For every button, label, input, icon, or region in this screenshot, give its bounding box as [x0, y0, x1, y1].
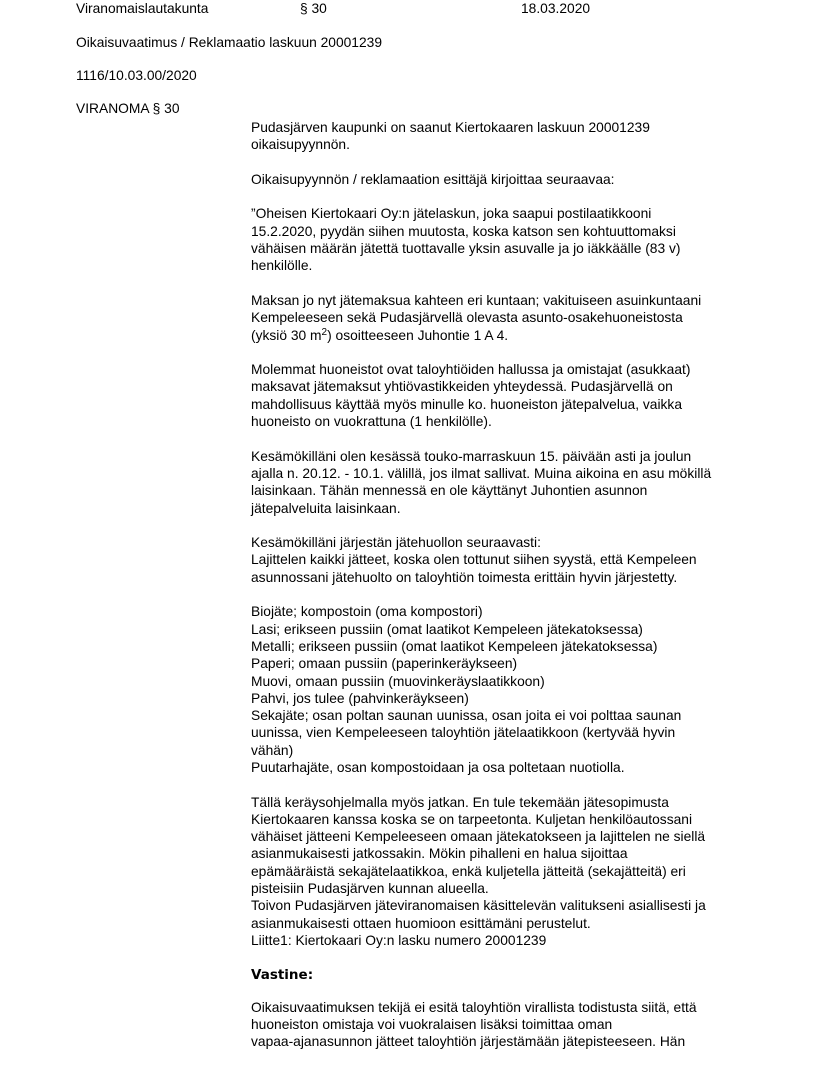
list-item: Puutarhajäte, osan kompostoidaan ja osa poltetaan nuotiolla.: [251, 759, 625, 775]
list-item: Sekajäte; osan poltan saunan uunissa, osan joita ei voi polttaa saunan: [251, 708, 682, 724]
reference-number: 1116/10.03.00/2020: [76, 68, 197, 83]
list-item: uunissa, vien Kempeleeseen taloyhtiön jätelaatikkoon (kertyvää hyvin: [251, 725, 676, 741]
intro-paragraph: Pudasjärven kaupunki on saanut Kiertokaaren laskuun 20001239 oikaisupyynnön.: [251, 120, 650, 153]
committee-name: Viranomaislautakunta: [76, 1, 209, 16]
list-item: Metalli; erikseen pussiin (omat laatikot Kempeleen jätekatoksessa): [251, 638, 658, 654]
meeting-date: 18.03.2020: [521, 1, 591, 16]
response-paragraph: Oikaisuvaatimuksen tekijä ei esitä taloyhtiön virallista todistusta siitä, että huoneiston omistaja voi vuokralaisen lisäksi toimittaa oman vapaa-ajanasunnon jätteet taloyhtiön järjestämään jätepisteeseen. Hän: [251, 999, 697, 1050]
response-heading: Vastine:: [251, 966, 314, 983]
list-item: Muovi, omaan pussiin (muovinkeräyslaatikkoon): [251, 673, 545, 689]
subject-title: Oikaisuvaatimus / Reklamaatio laskuun 20001239: [76, 35, 383, 50]
complaint-paragraph-6: Tällä keräysohjelmalla myös jatkan. En tule tekemään jätesopimusta Kiertokaaren kanssa koska se on tarpeetonta. Kuljetan henkilöautossani vähäiset jätteeni Kempeleeseen omaan jätekatokseen ja lajittelen ne siellä asianmukaisesti jatkossakin. Mökin pihalleni en halua sijoittaa epämääräistä sekajätelaatikkoa, enkä kuljetella jätteitä (sekajätteitä) eri pisteisiin Pudasjärven kunnan alueella. Toivon Pudasjärven jäteviranomaisen käsittelevän valitukseni asiallisesti ja asianmukaisesti ottaen huomioon esittämäni perustelut. Liitte1: Kiertokaari Oy:n lasku numero 20001239: [251, 794, 706, 948]
list-item: Paperi; omaan pussiin (paperinkeräykseen): [251, 656, 518, 672]
list-item: Pahvi, jos tulee (pahvinkeräykseen): [251, 690, 469, 706]
complaint-paragraph-5: Kesämökilläni järjestän jätehuollon seuraavasti: Lajittelen kaikki jätteet, koska olen tottunut siihen syystä, että Kempeleen asunnossani jätehuolto on taloyhtiön toimesta erittäin hyvin järjestetty.: [251, 535, 697, 585]
list-item: Lasi; erikseen pussiin (omat laatikot Kempeleen jätekatoksessa): [251, 621, 643, 637]
document-body: [251, 119, 751, 1068]
complaint-paragraph-3: Molemmat huoneistot ovat taloyhtiöiden hallussa ja omistajat (asukkaat) maksavat jätemaksut yhtiövastikkeiden yhteydessä. Pudasjärvellä on mahdollisuus käyttää myös minulle ko. huoneiston jätepalvelua, vaikka huoneisto on vuokrattuna (1 henkilölle).: [251, 362, 691, 430]
waste-sorting-list: [251, 603, 751, 776]
writer-intro: Oikaisupyynnön / reklamaation esittäjä kirjoittaa seuraavaa:: [251, 171, 615, 187]
section-number: § 30: [300, 1, 327, 16]
complaint-paragraph-1: ”Oheisen Kiertokaari Oy:n jätelaskun, joka saapui postilaatikkooni 15.2.2020, pyydän siihen muutosta, koska katson sen kohtuuttomaksi vähäisen määrän jätettä tuottavalle yksin asuvalle ja jo iäkkäälle (83 v) henkilölle.: [251, 206, 681, 274]
complaint-paragraph-2: Maksan jo nyt jätemaksua kahteen eri kuntaan; vakituiseen asuinkuntaani Kempeleeseen sekä Pudasjärvellä olevasta asunto-osakehuoneistosta (yksiö 30 $m^2$) osoitteeseen Juhontie 1 A 4.: [251, 292, 702, 343]
list-item: vähän): [251, 742, 294, 758]
complaint-paragraph-4: Kesämökilläni olen kesässä touko-marraskuun 15. päivään asti ja joulun ajalla n. 20.12. - 10.1. välillä, jos ilmat sallivat. Muina aikoina en asu mökillä laisinkaan. Tähän mennessä en ole käyttänyt Juhontien asunnon jätepalveluita laisinkaan.: [251, 448, 712, 516]
item-code: VIRANOMA § 30: [76, 101, 180, 116]
list-item: Biojäte; kompostoin (oma kompostori): [251, 604, 483, 620]
